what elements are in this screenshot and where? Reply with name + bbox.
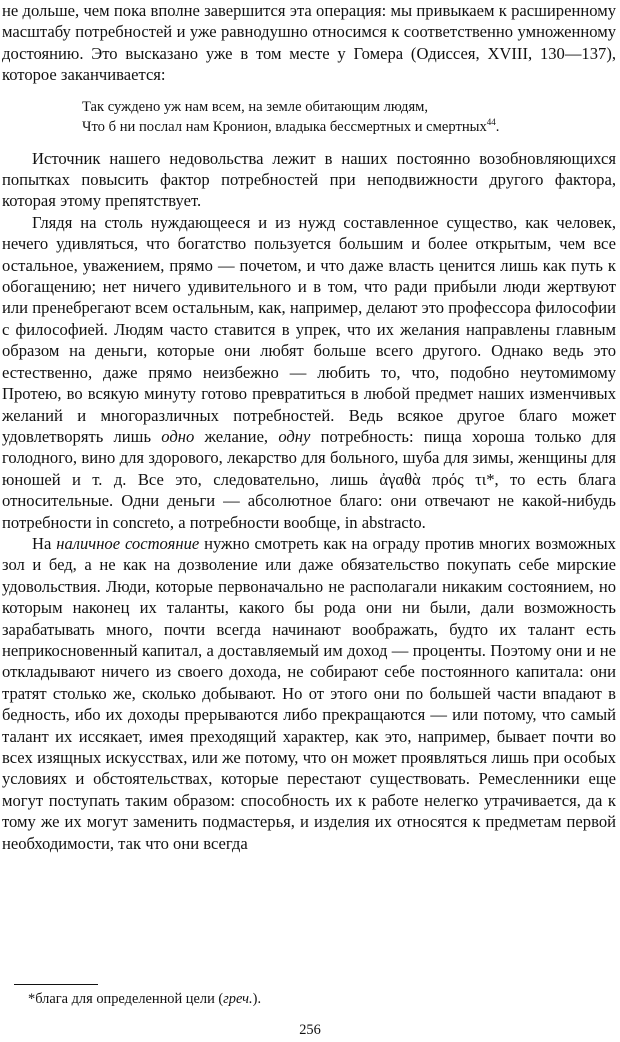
paragraph-4-part-1: На [32,533,52,553]
paragraph-2: Источник нашего недовольства лежит в наших постоянно возобновляющихся попытках повысить фактор потребностей при неподвижности другого фактора, которая этому препятствует. [2,148,616,211]
footnote-divider [14,984,98,985]
quote-line-1: Так суждено уж нам всем, на земле обитающим людям, [82,98,429,115]
paragraph-3-part-3: потребность: пища хороша только для голодного, вино для здорового, лекарство для больного, шуба для зимы, женщины для юношей и т. д. Все это, следовательно, лишь ἀγαθὰ πρός τι*, то есть блага относительные. Одни деньги — абсолютное благо: они отвечают не какой-нибудь потребности in concreto, а потребности вообще, in abstracto. [2,426,616,532]
emphasis-odno: одно [161,426,195,446]
emphasis-odnu: одну [278,426,311,446]
paragraph-3-part-2: желание, [204,426,269,446]
endnote-mark: 44 [486,116,496,127]
footnote-language: греч. [223,991,253,1007]
main-text [2,0,616,854]
page-number: 256 [299,1022,321,1038]
opening-paragraph: не дольше, чем пока вполне завершится эта операция: мы привыкаем к расширенному масштабу потребностей и уже равнодушно относимся к соответственно умноженному достоянию. Это высказано уже в том месте у Гомера (Одиссея, XVIII, 130—137), которое заканчивается: [2,1,616,85]
footnote [28,990,261,1008]
homer-quote [82,97,616,137]
quote-line-2: Что б ни послал нам Кронион, владыка бессмертных и смертных$^{44}$. [82,116,500,135]
footnote-close: ). [252,991,262,1007]
paragraph-4 [2,533,616,854]
paragraph-3 [2,212,616,533]
emphasis-nalichnoe-sostoyanie: наличное состояние [56,533,200,553]
paragraph-3-part-1: Глядя на столь нуждающееся и из нужд составленное существо, как человек, нечего удивляться, что богатство пользуется большим и более открытым, чем все остальное, уважением, прямо — почетом, и что даже власть ценится лишь как путь к обогащению; нет ничего удивительного и в том, что ради прибыли люди жертвуют или пренебрегают всем остальным, как, например, делают это профессора философии с философией. Людям часто ставится в упрек, что их желания направлены главным образом на деньги, которые они любят больше всего другого. Однако ведь это естественно, даже прямо неизбежно — любить то, что, подобно неутомимому Протею, во всякую минуту готово превратиться в любой предмет наших изменчивых желаний и многоразличных потребностей. Ведь всякое другое благо может удовлетворять лишь [2,212,616,446]
spacer [2,137,616,148]
spacer [2,86,616,97]
quote-line-2-text: Что б ни послал нам Кронион, владыка бессмертных и смертных [82,118,487,135]
paragraph-4-part-2: нужно смотреть как на ограду против многих возможных зол и бед, а не как на дозволение или даже обязательство покупать себе мирские удовольствия. Люди, которые первоначально не располагали никаким состоянием, но которым наконец их таланты, какого бы рода они ни были, дали возможность зарабатывать много, почти всегда начинают воображать, будто их талант есть неприкосновенный капитал, а доставляемый им доход — проценты. Поэтому они и не откладывают ничего из своего дохода, не собирают себе постоянного капитала: они тратят столько же, сколько добывают. Но от этого они по большей части впадают в бедность, ибо их доходы прерываются либо прекращаются — или потому, что самый талант их иссякает, имея преходящий характер, как это, например, бывает почти во всех изящных искусствах, или же потому, что он может проявляться лишь при особых условиях и обстоятельствах, которые перестают существовать. Ремесленники еще могут поступать таким образом: способность их к работе нелегко утрачивается, да к тому же их могут заменить подмастерья, и изделия их относятся к предметам первой необходимости, так что они всегда [2,533,616,853]
footnote-text: *блага для определенной цели ( [28,991,224,1007]
